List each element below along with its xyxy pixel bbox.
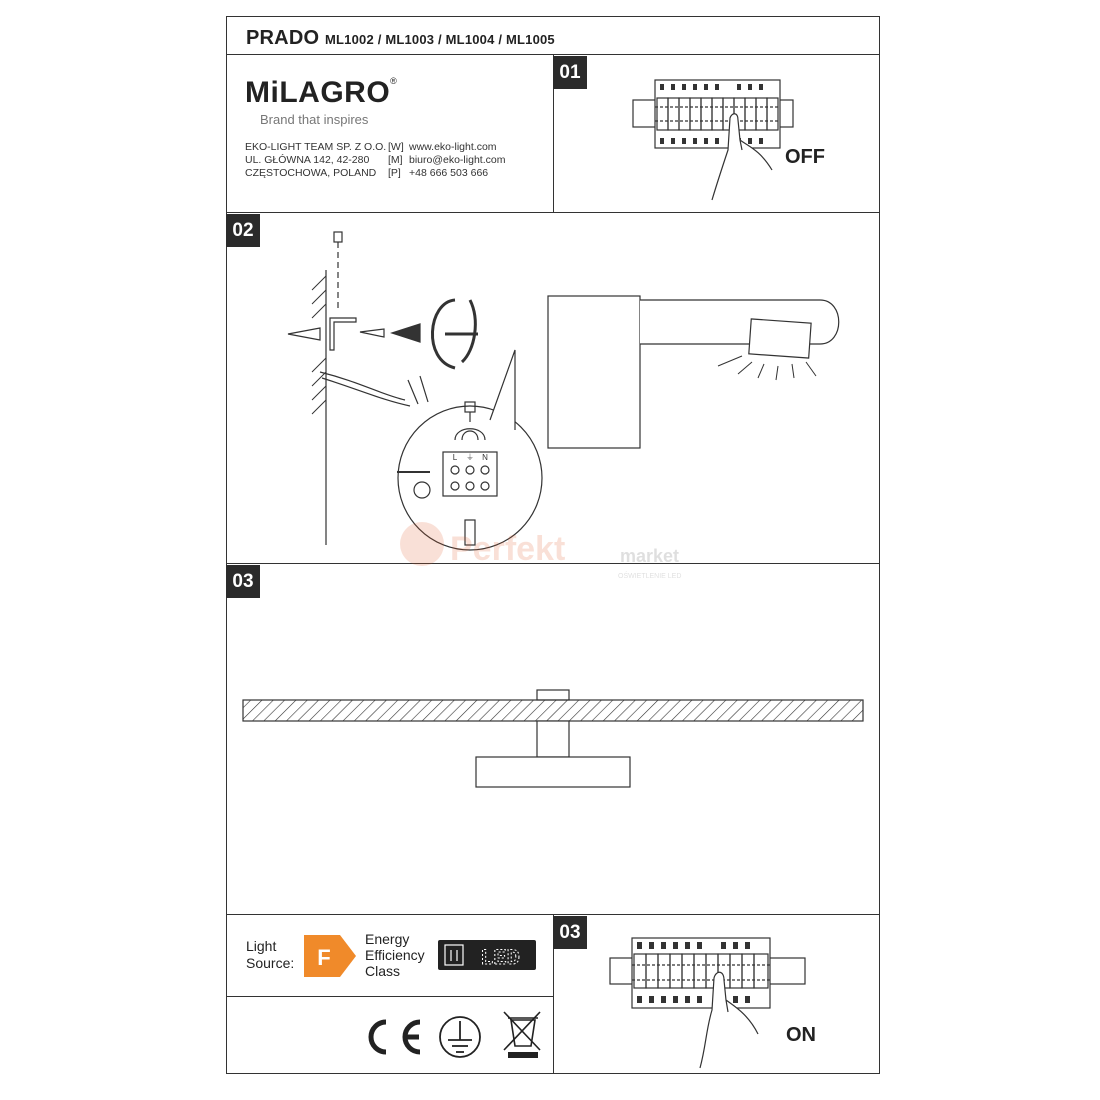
step-03-tag: 03	[226, 565, 260, 598]
company-city: CZĘSTOCHOWA, POLAND	[245, 167, 377, 179]
product-name: PRADO	[246, 27, 320, 49]
terminal-N: N	[482, 453, 488, 462]
weee-bin-icon	[504, 1012, 540, 1058]
watermark-sub: OŚWIETLENIE LED	[618, 573, 682, 580]
model-numbers: ML1002 / ML1003 / ML1004 / ML1005	[325, 32, 555, 47]
watermark-suffix: market	[620, 546, 680, 566]
phone: +48 666 503 666	[409, 167, 489, 179]
earth-ground-icon	[440, 1017, 480, 1057]
company-name: EKO-LIGHT TEAM SP. Z O.O.	[245, 141, 387, 153]
breaker-panel-off-illustration	[633, 80, 793, 200]
lamp-side-view	[548, 296, 839, 448]
mirror-mount-illustration	[243, 690, 863, 787]
website: www.eko-light.com	[409, 141, 497, 153]
terminal-L: L	[452, 453, 458, 462]
watermark-brand: Perfekt	[450, 530, 566, 568]
energy-class-arrow	[304, 935, 356, 977]
terminal-earth: ⏚	[466, 453, 474, 462]
wall-mount-illustration	[288, 232, 542, 550]
brand-tagline: Brand that inspires	[260, 112, 369, 127]
led-badge	[438, 940, 536, 971]
on-label: ON	[786, 1024, 816, 1046]
led-text: LED	[480, 946, 520, 971]
energy-efficiency-class-label: Energy Efficiency Class	[365, 931, 425, 979]
energy-class-letter: F	[317, 945, 331, 970]
ce-mark-icon	[371, 1022, 420, 1052]
light-source-label: Light Source:	[246, 938, 295, 971]
mail-key: [M]	[388, 154, 403, 166]
step-02-tag: 02	[226, 214, 260, 247]
company-street: UL. GŁÓWNA 142, 42-280	[245, 154, 370, 166]
brand-name: MiLAGRO	[245, 76, 391, 109]
phone-key: [P]	[388, 167, 401, 179]
registered-mark: ®	[390, 76, 398, 86]
step-01-tag: 01	[553, 56, 587, 89]
watermark	[400, 522, 681, 580]
off-label: OFF	[785, 146, 825, 168]
breaker-panel-on-illustration	[610, 938, 805, 1068]
email: biuro@eko-light.com	[409, 154, 506, 166]
web-key: [W]	[388, 141, 404, 153]
step-04-tag: 03	[553, 916, 587, 949]
